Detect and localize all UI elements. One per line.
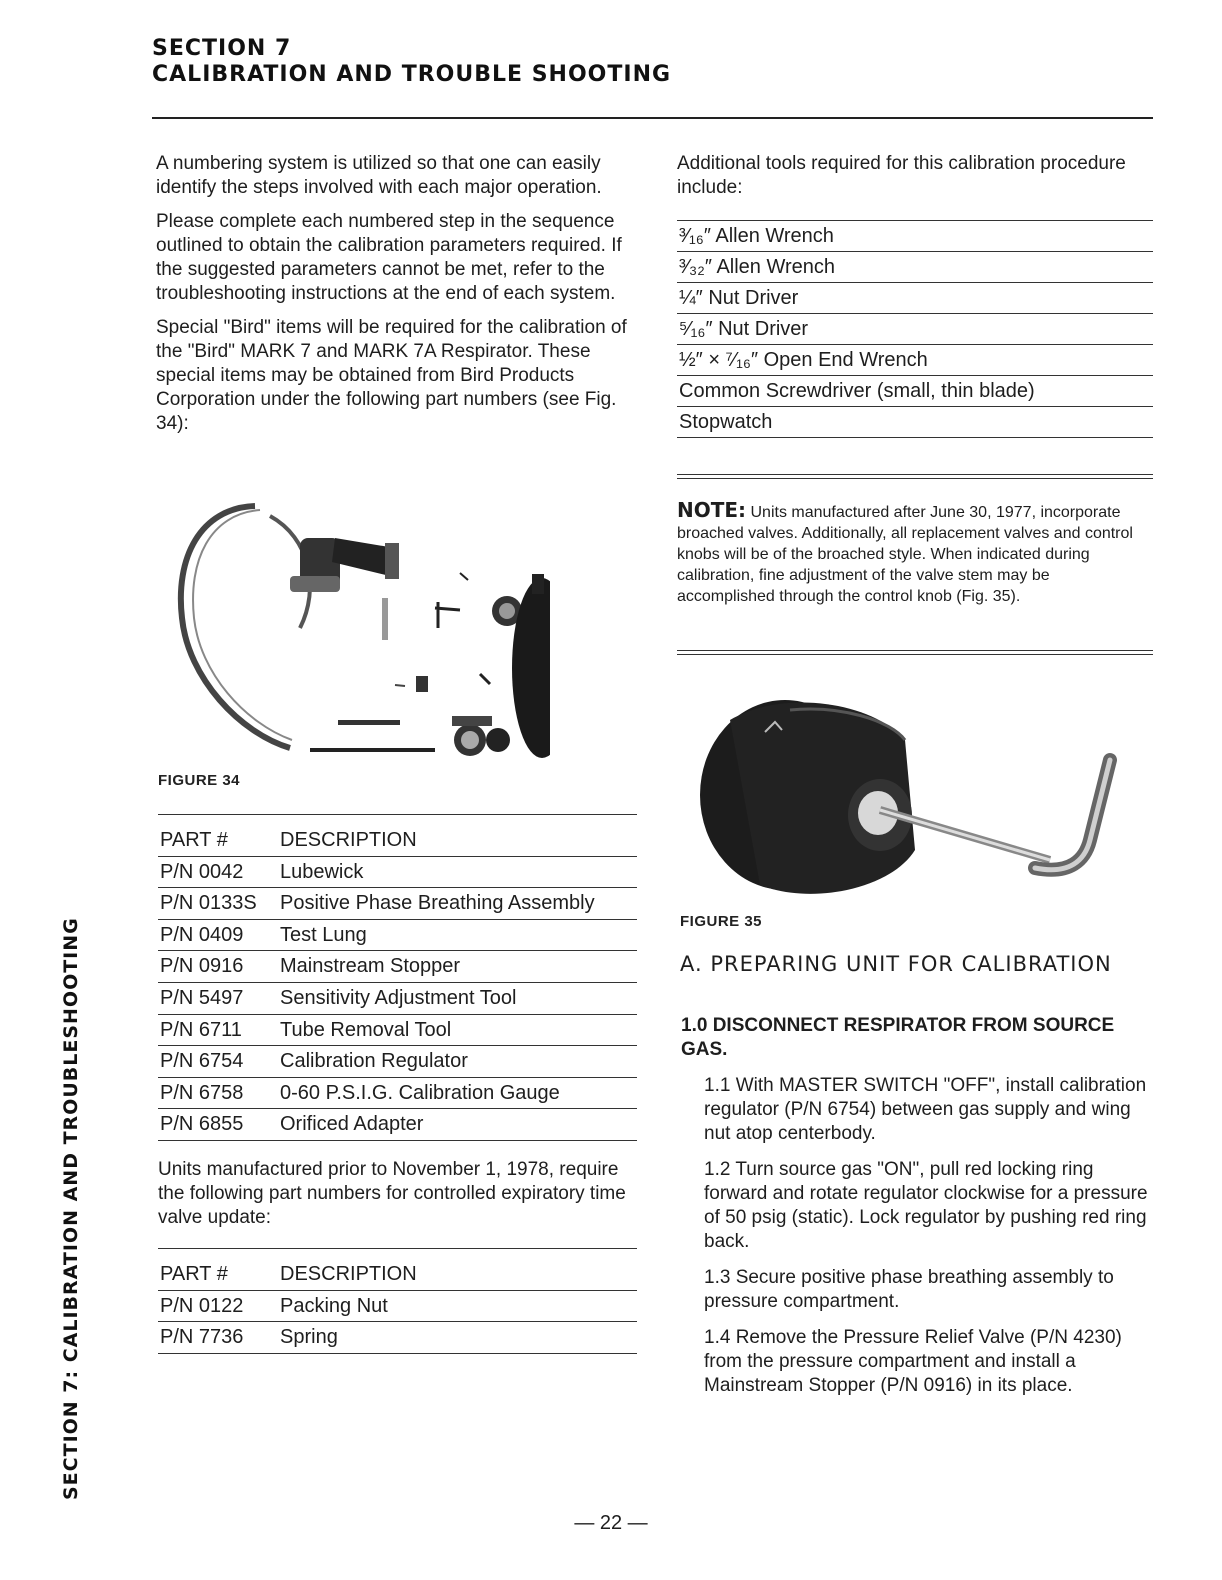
part-number: P/N 6855 xyxy=(160,1113,244,1136)
tools-list xyxy=(677,220,1153,479)
parts-table-top-rule xyxy=(158,814,637,825)
part-number: P/N 6758 xyxy=(160,1081,244,1104)
intro-paragraph-2: Please complete each numbered step in the sequence outlined to obtain the calibration parameters required. If the suggested parameters cannot be met, refer to the troubleshooting instructions at the end of each system. xyxy=(156,211,622,304)
update-parts-table xyxy=(158,1248,637,1354)
part-description: Tube Removal Tool xyxy=(280,1018,452,1041)
step-1-2: 1.2 Turn source gas "ON", pull red locking ring forward and rotate regulator clockwise for a pressure of 50 psig (static). Lock regulator by pushing red ring back. xyxy=(704,1159,1148,1252)
part-description: Mainstream Stopper xyxy=(280,955,461,978)
step-1-1: 1.1 With MASTER SWITCH "OFF", install calibration regulator (P/N 6754) between gas supply and wing nut atop centerbody. xyxy=(704,1075,1147,1144)
intro-paragraph-1: A numbering system is utilized so that one can easily identify the steps involved with each major operation. xyxy=(156,153,602,198)
step-1-title: 1.0 DISCONNECT RESPIRATOR FROM SOURCE GAS. xyxy=(681,1015,1115,1060)
section-a-title: A. PREPARING UNIT FOR CALIBRATION xyxy=(680,952,1112,976)
table-row xyxy=(158,1291,637,1323)
part-number: P/N 0122 xyxy=(160,1294,244,1317)
table-row xyxy=(158,857,637,889)
header-description: DESCRIPTION xyxy=(280,829,417,851)
part-description: Spring xyxy=(280,1326,338,1349)
part-number: P/N 6754 xyxy=(160,1050,244,1073)
parts-table xyxy=(158,814,637,1141)
header-part-number: PART # xyxy=(160,1263,228,1285)
part-number: P/N 7736 xyxy=(160,1326,244,1349)
note-label: NOTE: xyxy=(677,498,747,522)
part-description: Calibration Regulator xyxy=(280,1050,468,1073)
list-item: Stopwatch xyxy=(677,407,1153,438)
steps-list xyxy=(704,1074,1156,1410)
part-description: Lubewick xyxy=(280,860,364,883)
parts-table-header xyxy=(158,825,637,857)
table-row xyxy=(158,1322,637,1354)
update-table-top-rule xyxy=(158,1248,637,1259)
tools-end-rule xyxy=(677,474,1153,479)
page-number: — 22 — xyxy=(574,1512,648,1534)
side-tab-label: SECTION 7: CALIBRATION AND TROUBLESHOOTING xyxy=(60,917,82,1500)
step-1-3: 1.3 Secure positive phase breathing assembly to pressure compartment. xyxy=(704,1267,1114,1312)
list-item: ³⁄₃₂″ Allen Wrench xyxy=(677,252,1153,283)
table-row xyxy=(158,951,637,983)
part-number: P/N 6711 xyxy=(160,1018,242,1041)
section-number: SECTION 7 xyxy=(152,36,292,61)
table-row xyxy=(158,983,637,1015)
figure-34-caption: FIGURE 34 xyxy=(158,772,241,789)
table-row xyxy=(158,888,637,920)
figure-34-image xyxy=(160,498,550,770)
note-block xyxy=(677,500,1147,607)
intro-paragraph-3: Special "Bird" items will be required for the calibration of the "Bird" MARK 7 and MARK 7A Respirator. These special items may be obtained from Bird Products Corporation under the following part numbers (see Fig. 34): xyxy=(156,317,627,434)
note-text: Units manufactured after June 30, 1977, incorporate broached valves. Additionally, all replacement valves and control knobs will be of the broached style. When indicated during calibration, fine adjustment of the valve stem may be accomplished through the control knob (Fig. 35). xyxy=(677,504,1133,605)
list-item: ¼″ Nut Driver xyxy=(677,283,1153,314)
list-item: Common Screwdriver (small, thin blade) xyxy=(677,376,1153,407)
units-prior-paragraph: Units manufactured prior to November 1, 1978, require the following part numbers for controlled expiratory time valve update: xyxy=(158,1159,626,1228)
part-description: Positive Phase Breathing Assembly xyxy=(280,892,595,915)
part-description: Orificed Adapter xyxy=(280,1113,424,1136)
table-row xyxy=(158,1078,637,1110)
part-number: P/N 0042 xyxy=(160,860,244,883)
part-number: P/N 0409 xyxy=(160,923,244,946)
left-column xyxy=(156,152,636,446)
header-rule xyxy=(152,117,1153,119)
list-item: ⁵⁄₁₆″ Nut Driver xyxy=(677,314,1153,345)
header-part-number: PART # xyxy=(160,829,228,851)
part-description: 0-60 P.S.I.G. Calibration Gauge xyxy=(280,1081,560,1104)
part-number: P/N 0916 xyxy=(160,955,244,978)
list-item: ½″ × ⁷⁄₁₆″ Open End Wrench xyxy=(677,345,1153,376)
part-description: Sensitivity Adjustment Tool xyxy=(280,986,517,1009)
tools-intro: Additional tools required for this calibration procedure include: xyxy=(677,153,1126,198)
part-number: P/N 5497 xyxy=(160,986,244,1009)
table-row xyxy=(158,1015,637,1047)
figure-35-caption: FIGURE 35 xyxy=(680,913,763,930)
part-number: P/N 0133S xyxy=(160,892,257,915)
section-header xyxy=(152,36,671,88)
section-title: CALIBRATION AND TROUBLE SHOOTING xyxy=(152,62,672,87)
note-rule xyxy=(677,650,1153,655)
table-row xyxy=(158,1109,637,1141)
header-description: DESCRIPTION xyxy=(280,1263,417,1285)
part-description: Packing Nut xyxy=(280,1294,388,1317)
update-table-header xyxy=(158,1259,637,1291)
step-1-4: 1.4 Remove the Pressure Relief Valve (P/N 4230) from the pressure compartment and install a Mainstream Stopper (P/N 0916) in its place. xyxy=(704,1327,1122,1396)
part-description: Test Lung xyxy=(280,923,367,946)
table-row xyxy=(158,1046,637,1078)
figure-35-image xyxy=(690,690,1130,905)
table-row xyxy=(158,920,637,952)
list-item: ³⁄₁₆″ Allen Wrench xyxy=(677,221,1153,252)
